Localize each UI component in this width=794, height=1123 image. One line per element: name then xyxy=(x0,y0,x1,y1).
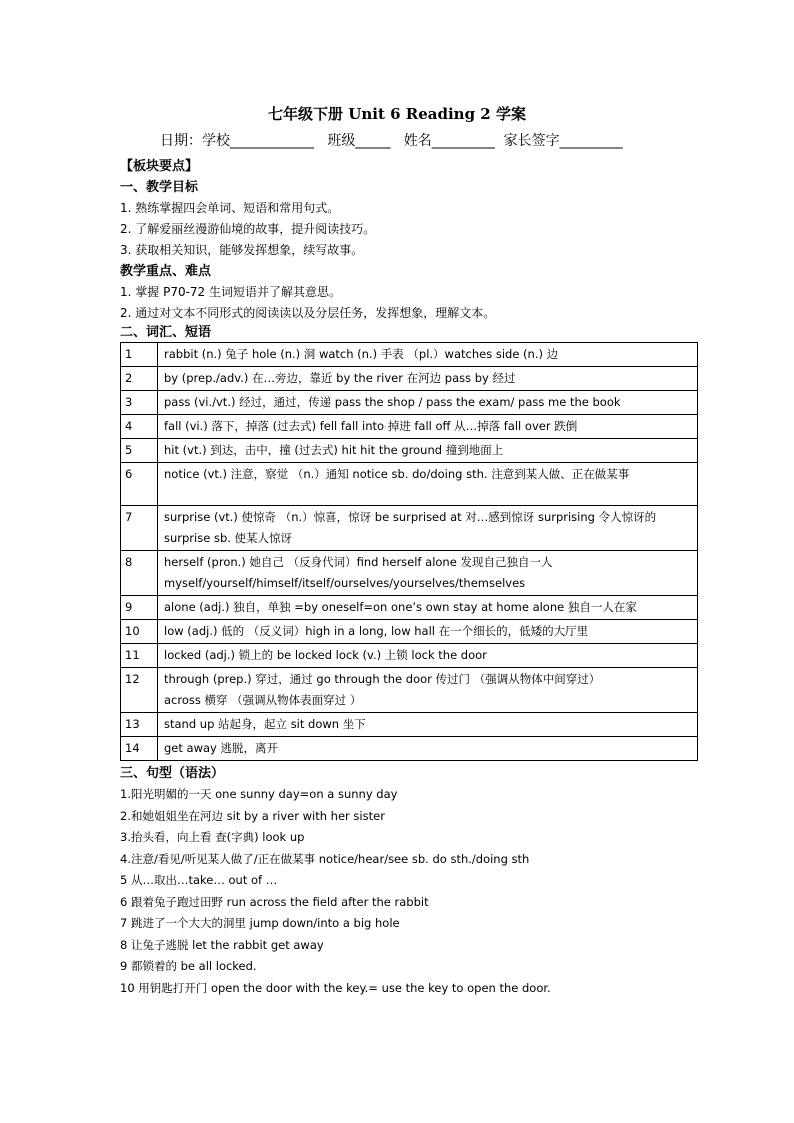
vocab-row-number: 12 xyxy=(121,668,158,713)
focus-item: 2. 通过对文本不同形式的阅读读以及分层任务，发挥想象，理解文本。 xyxy=(120,306,496,320)
vocab-row-text: fall (vi.) 落下，掉落 (过去式) fell fall into 掉进 fall off 从…掉落 fall over 跌倒 xyxy=(158,415,698,439)
vocab-row xyxy=(121,367,698,391)
vocab-row-text: alone (adj.) 独自，单独 =by oneself=on one’s own stay at home alone 独自一人在家 xyxy=(158,596,698,620)
vocab-row-number: 6 xyxy=(121,463,158,506)
vocab-row xyxy=(121,620,698,644)
vocab-row-number: 11 xyxy=(121,644,158,668)
vocab-row-text: notice (vt.) 注意，察觉 （n.）通知 notice sb. do/doing sth. 注意到某人做、正在做某事 xyxy=(158,463,698,506)
vocab-row-number: 4 xyxy=(121,415,158,439)
focus-item: 1. 掌握 P70-72 生词短语并了解其意思。 xyxy=(120,285,341,299)
vocab-row-number: 14 xyxy=(121,737,158,761)
vocab-row xyxy=(121,391,698,415)
vocab-heading: 二、词汇、短语 xyxy=(120,325,212,340)
page-title: 七年级下册 Unit 6 Reading 2 学案 xyxy=(268,105,526,123)
sentence-item: 3.抬头看，向上看 查(字典) look up xyxy=(120,830,305,844)
vocab-row-number: 10 xyxy=(121,620,158,644)
vocab-row-text: low (adj.) 低的 （反义词）high in a long, low hall 在一个细长的，低矮的大厅里 xyxy=(158,620,698,644)
vocab-row xyxy=(121,713,698,737)
sentence-item: 6 跟着兔子跑过田野 run across the field after the rabbit xyxy=(120,894,429,909)
vocab-row-number: 3 xyxy=(121,391,158,415)
vocab-row xyxy=(121,343,698,367)
vocab-row-number: 5 xyxy=(121,439,158,463)
goals-list xyxy=(120,198,700,261)
vocab-row-number: 9 xyxy=(121,596,158,620)
sentences-heading: 三、句型（语法） xyxy=(120,766,225,781)
section-key-heading: 【板块要点】 xyxy=(120,159,199,174)
goal-item: 3. 获取相关知识，能够发挥想象，续写故事。 xyxy=(120,243,364,257)
vocab-row xyxy=(121,551,698,596)
sentence-item: 2.和她姐姐坐在河边 sit by a river with her sister xyxy=(120,808,385,823)
vocab-row-text: surprise (vt.) 使惊奇 （n.）惊喜，惊讶 be surprised at 对…感到惊讶 surprising 令人惊讶的 surprise sb. 使某人惊讶 xyxy=(158,506,698,551)
sentence-item: 9 都锁着的 be all locked. xyxy=(120,959,257,973)
vocab-row-number: 2 xyxy=(121,367,158,391)
vocab-row-text: by (prep./adv.) 在…旁边，靠近 by the river 在河边 pass by 经过 xyxy=(158,367,698,391)
vocab-row-text: locked (adj.) 锁上的 be locked lock (v.) 上锁 lock the door xyxy=(158,644,698,668)
sentence-item: 7 跳进了一个大大的洞里 jump down/into a big hole xyxy=(120,916,400,930)
vocab-row-number: 7 xyxy=(121,506,158,551)
sentence-list xyxy=(120,784,700,999)
vocab-row-text: pass (vi./vt.) 经过，通过，传递 pass the shop / pass the exam/ pass me the book xyxy=(158,391,698,415)
sentence-item: 10 用钥匙打开门 open the door with the key.= use the key to open the door. xyxy=(120,980,551,995)
vocab-row xyxy=(121,506,698,551)
vocab-row xyxy=(121,596,698,620)
document-body xyxy=(120,156,700,999)
sentence-item: 4.注意/看见/听见某人做了/正在做某事 notice/hear/see sb. do sth./doing sth xyxy=(120,851,530,866)
vocab-row-text: stand up 站起身，起立 sit down 坐下 xyxy=(158,713,698,737)
vocab-row xyxy=(121,644,698,668)
vocab-row-text: through (prep.) 穿过，通过 go through the door 传过门 （强调从物体中间穿过） across 横穿 （强调从物体表面穿过 ） xyxy=(158,668,698,713)
vocab-row-text: rabbit (n.) 兔子 hole (n.) 洞 watch (n.) 手表 （pl.）watches side (n.) 边 xyxy=(158,343,698,367)
focus-heading: 教学重点、难点 xyxy=(120,264,212,279)
goal-item: 2. 了解爱丽丝漫游仙境的故事，提升阅读技巧。 xyxy=(120,222,376,236)
sentence-item: 8 让兔子逃脱 let the rabbit get away xyxy=(120,937,324,952)
vocab-row-number: 8 xyxy=(121,551,158,596)
focus-list xyxy=(120,282,700,324)
info-fields-line: 日期：学校____________ 班级_____ 姓名_________ 家长签字_________ xyxy=(160,133,623,149)
vocab-row xyxy=(121,463,698,506)
sentence-item: 1.阳光明媚的一天 one sunny day=on a sunny day xyxy=(120,787,398,801)
vocab-row-text: hit (vt.) 到达，击中，撞 (过去式) hit hit the ground 撞到地面上 xyxy=(158,439,698,463)
vocab-row xyxy=(121,737,698,761)
vocab-row-text: get away 逃脱，离开 xyxy=(158,737,698,761)
vocab-row-number: 13 xyxy=(121,713,158,737)
vocab-row xyxy=(121,415,698,439)
sentence-item: 5 从…取出…take… out of … xyxy=(120,873,278,887)
vocab-row-number: 1 xyxy=(121,343,158,367)
vocab-row-text: herself (pron.) 她自己 （反身代词）find herself alone 发现自己独自一人 myself/yourself/himself/itself/ourselves/yourselves/themselves xyxy=(158,551,698,596)
vocab-row xyxy=(121,439,698,463)
goals-heading: 一、教学目标 xyxy=(120,180,199,195)
goal-item: 1. 熟练掌握四会单词、短语和常用句式。 xyxy=(120,201,340,215)
vocab-table xyxy=(120,342,698,761)
vocab-row xyxy=(121,668,698,713)
